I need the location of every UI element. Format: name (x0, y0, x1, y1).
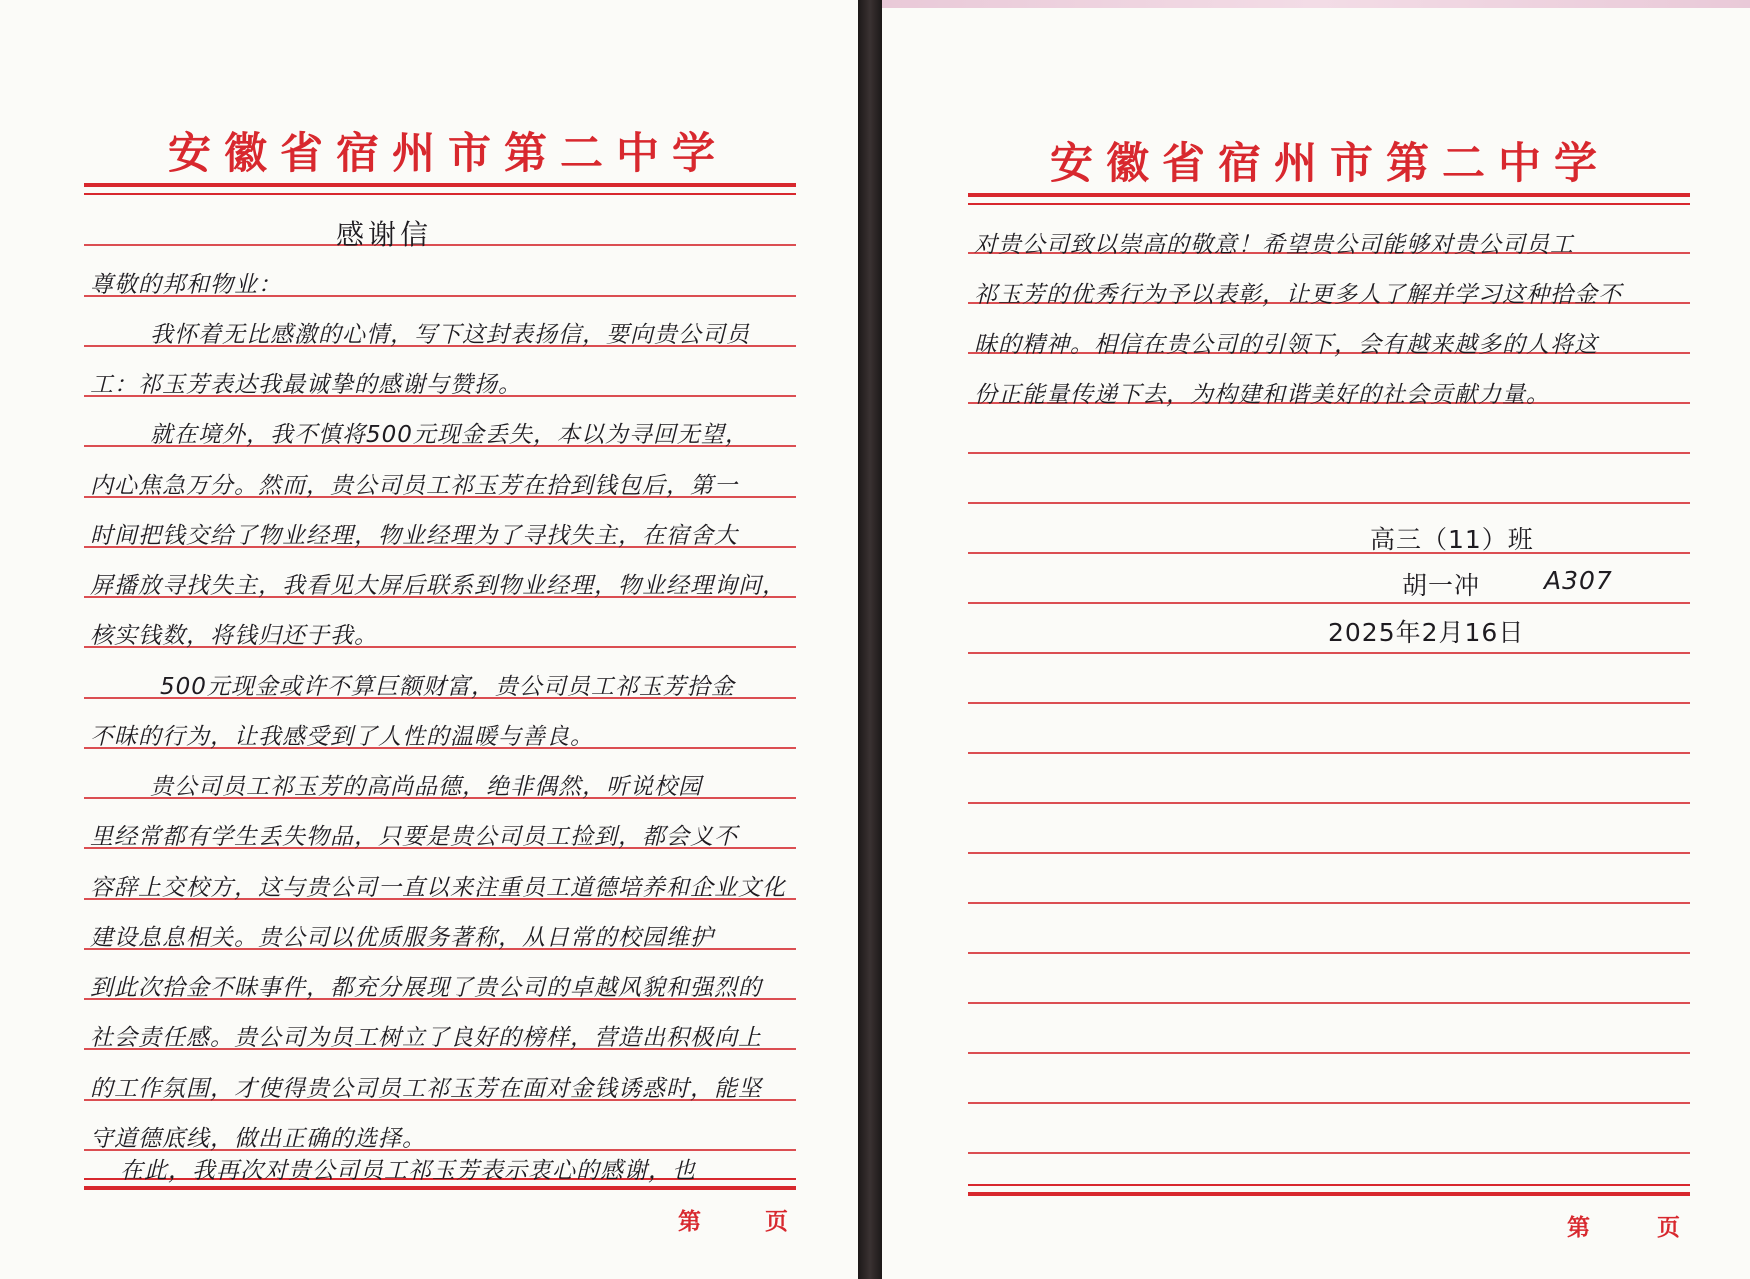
footer-di-label: 第 (1567, 1214, 1590, 1241)
letter-line: 社会责任感。贵公司为员工树立了良好的榜样，营造出积极向上 (90, 1025, 762, 1051)
header-rule-thin (84, 193, 796, 195)
footer-di-label: 第 (678, 1208, 701, 1235)
letter-line: 守道德底线，做出正确的选择。 (90, 1126, 426, 1152)
school-letterhead-title: 安徽省宿州市第二中学 (168, 129, 728, 179)
ruled-line (968, 1052, 1690, 1054)
letter-line: 的工作氛围，才使得贵公司员工祁玉芳在面对金钱诱惑时，能坚 (90, 1076, 762, 1102)
letter-line: 时间把钱交给了物业经理，物业经理为了寻找失主，在宿舍大 (90, 523, 738, 549)
ruled-line (968, 1102, 1690, 1104)
letter-page-right (882, 0, 1750, 1279)
letter-salutation: 尊敬的邦和物业： (90, 272, 282, 298)
ruled-line (968, 952, 1690, 954)
book-spine (858, 0, 882, 1279)
letter-line: 贵公司员工祁玉芳的高尚品德，绝非偶然，听说校园 (150, 774, 702, 800)
letter-line: 屏播放寻找失主，我看见大屏后联系到物业经理，物业经理询问， (90, 573, 786, 599)
ruled-line (968, 602, 1690, 604)
letter-line: 不昧的行为，让我感受到了人性的温暖与善良。 (90, 724, 594, 750)
ruled-line (968, 702, 1690, 704)
footer-rule-thick (84, 1186, 796, 1190)
ruled-line (968, 1152, 1690, 1154)
signature-room: A307 (1544, 566, 1613, 595)
letter-line: 500元现金或许不算巨额财富，贵公司员工祁玉芳拾金 (160, 674, 735, 700)
signature-name: 胡一冲 (1402, 571, 1481, 600)
ruled-line (968, 802, 1690, 804)
letter-line: 就在境外，我不慎将500元现金丢失，本以为寻回无望， (150, 422, 749, 448)
letter-line: 容辞上交校方，这与贵公司一直以来注重员工道德培养和企业文化 (90, 875, 786, 901)
ruled-line (968, 652, 1690, 654)
letter-line: 份正能量传递下去，为构建和谐美好的社会贡献力量。 (974, 382, 1550, 408)
signature-date: 2025年2月16日 (1328, 618, 1525, 647)
letter-line: 到此次拾金不昧事件，都充分展现了贵公司的卓越风貌和强烈的 (90, 975, 762, 1001)
letter-line: 内心焦急万分。然而，贵公司员工祁玉芳在拾到钱包后，第一 (90, 473, 738, 499)
letter-line: 昧的精神。相信在贵公司的引领下，会有越来越多的人将这 (974, 332, 1598, 358)
page-edge-tint (882, 0, 1750, 8)
letter-line: 核实钱数，将钱归还于我。 (90, 623, 378, 649)
ruled-line (968, 852, 1690, 854)
ruled-line (968, 552, 1690, 554)
footer-rule-thin (968, 1184, 1690, 1186)
header-rule-thin (968, 203, 1690, 205)
letter-line: 祁玉芳的优秀行为予以表彰，让更多人了解并学习这种拾金不 (974, 282, 1622, 308)
footer-rule-thick (968, 1192, 1690, 1196)
letter-line: 我怀着无比感激的心情，写下这封表扬信，要向贵公司员 (150, 322, 750, 348)
ruled-line (968, 752, 1690, 754)
letter-title: 感谢信 (336, 218, 433, 251)
letter-line: 在此，我再次对贵公司员工祁玉芳表示衷心的感谢，也 (120, 1158, 696, 1184)
ruled-line (968, 902, 1690, 904)
letter-page-left (0, 0, 858, 1279)
letter-line: 里经常都有学生丢失物品，只要是贵公司员工捡到，都会义不 (90, 824, 738, 850)
footer-ye-label: 页 (1657, 1214, 1680, 1241)
ruled-line (968, 502, 1690, 504)
school-letterhead-title: 安徽省宿州市第二中学 (1050, 139, 1610, 189)
letter-line: 工：祁玉芳表达我最诚挚的感谢与赞扬。 (90, 372, 522, 398)
signature-class: 高三（11）班 (1370, 525, 1534, 554)
letter-line: 建设息息相关。贵公司以优质服务著称，从日常的校园维护 (90, 925, 714, 951)
ruled-line (84, 244, 796, 246)
header-rule-thick (84, 183, 796, 187)
ruled-line (968, 1002, 1690, 1004)
header-rule-thick (968, 193, 1690, 197)
footer-ye-label: 页 (765, 1208, 788, 1235)
ruled-line (968, 452, 1690, 454)
letter-line: 对贵公司致以崇高的敬意！希望贵公司能够对贵公司员工 (974, 232, 1574, 258)
